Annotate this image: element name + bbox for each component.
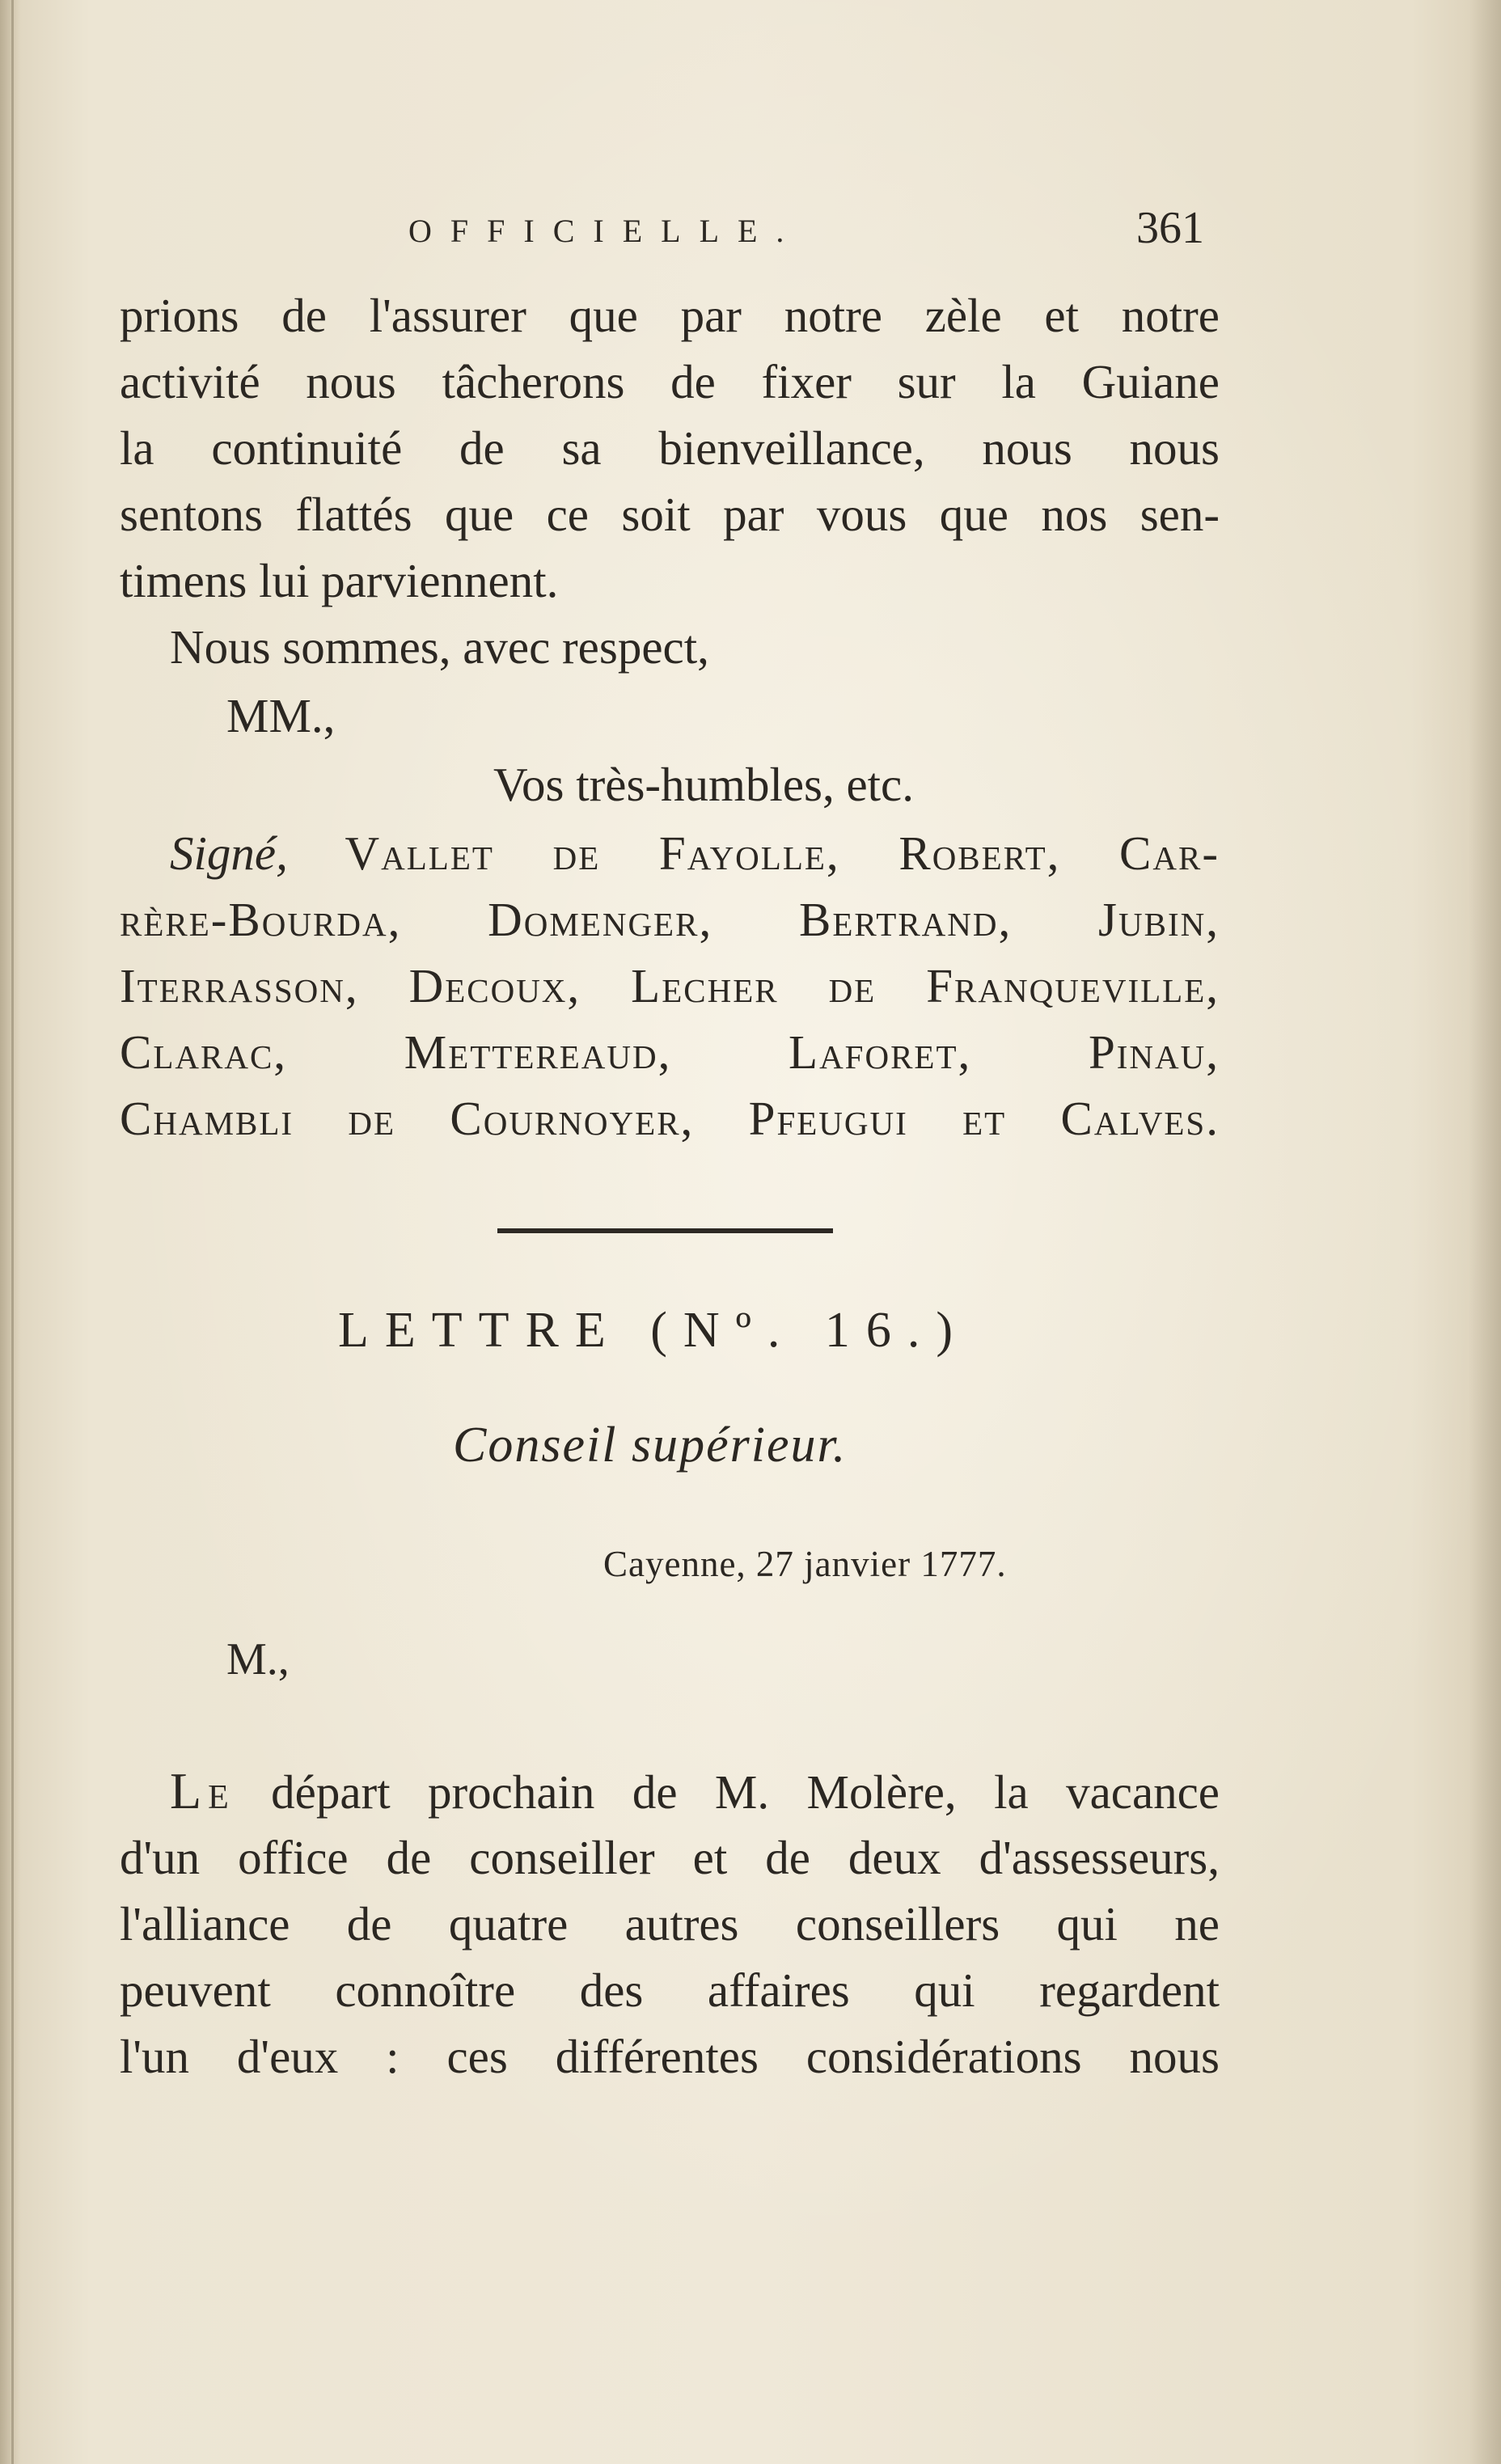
page-gutter-edge xyxy=(11,0,14,2464)
closing-address: MM., xyxy=(226,689,336,742)
letter-subtitle: Conseil supérieur. xyxy=(453,1418,848,1473)
valediction: Vos très-humbles, etc. xyxy=(493,758,914,811)
text-line: activité nous tâcherons de fixer sur la Guiane xyxy=(120,355,1220,408)
text-line: l'un d'eux : ces différentes considérations nous xyxy=(120,2030,1220,2083)
signe-label: Signé, xyxy=(170,826,288,880)
signature-names: Vallet de Fayolle, Robert, Car- xyxy=(345,826,1220,880)
text-line: prions de l'assurer que par notre zèle et notre xyxy=(120,289,1220,342)
page-number: 361 xyxy=(1136,203,1204,253)
text-line: la continuité de sa bienveillance, nous nous xyxy=(120,421,1220,475)
closing-formula: Nous sommes, avec respect, xyxy=(170,620,709,674)
letter-salutation: M., xyxy=(226,1634,290,1684)
letter-dateline: Cayenne, 27 janvier 1777. xyxy=(603,1544,1007,1584)
signature-line: Chambli de Cournoyer, Pfeugui et Calves. xyxy=(120,1092,1220,1145)
first-line-text: départ prochain de M. Molère, la vacance xyxy=(271,1765,1220,1819)
text-line: timens lui parviennent. xyxy=(120,554,559,607)
page-edge-shadow xyxy=(1469,0,1501,2464)
signature-line: Clarac, Mettereaud, Laforet, Pinau, xyxy=(120,1025,1220,1079)
running-head: OFFICIELLE. xyxy=(408,213,803,249)
signature-line: rère-Bourda, Domenger, Bertrand, Jubin, xyxy=(120,893,1220,946)
letter-title: LETTRE (Nº. 16.) xyxy=(338,1303,970,1358)
text-line: d'un office de conseiller et de deux d'assesseurs, xyxy=(120,1831,1220,1884)
section-divider xyxy=(497,1228,833,1233)
text-line: peuvent connoître des affaires qui regardent xyxy=(120,1963,1220,2017)
drop-cap-small: E xyxy=(208,1779,234,1816)
page-gutter-shadow xyxy=(0,0,21,2464)
signature-line xyxy=(170,825,1220,881)
signature-line: Iterrasson, Decoux, Lecher de Franqueville, xyxy=(120,959,1220,1012)
text-line: l'alliance de quatre autres conseillers qui ne xyxy=(120,1897,1220,1950)
text-line: sentons flattés que ce soit par vous que nos sen- xyxy=(120,488,1220,541)
drop-cap: L xyxy=(170,1762,209,1819)
letter-first-line xyxy=(170,1763,1220,1826)
